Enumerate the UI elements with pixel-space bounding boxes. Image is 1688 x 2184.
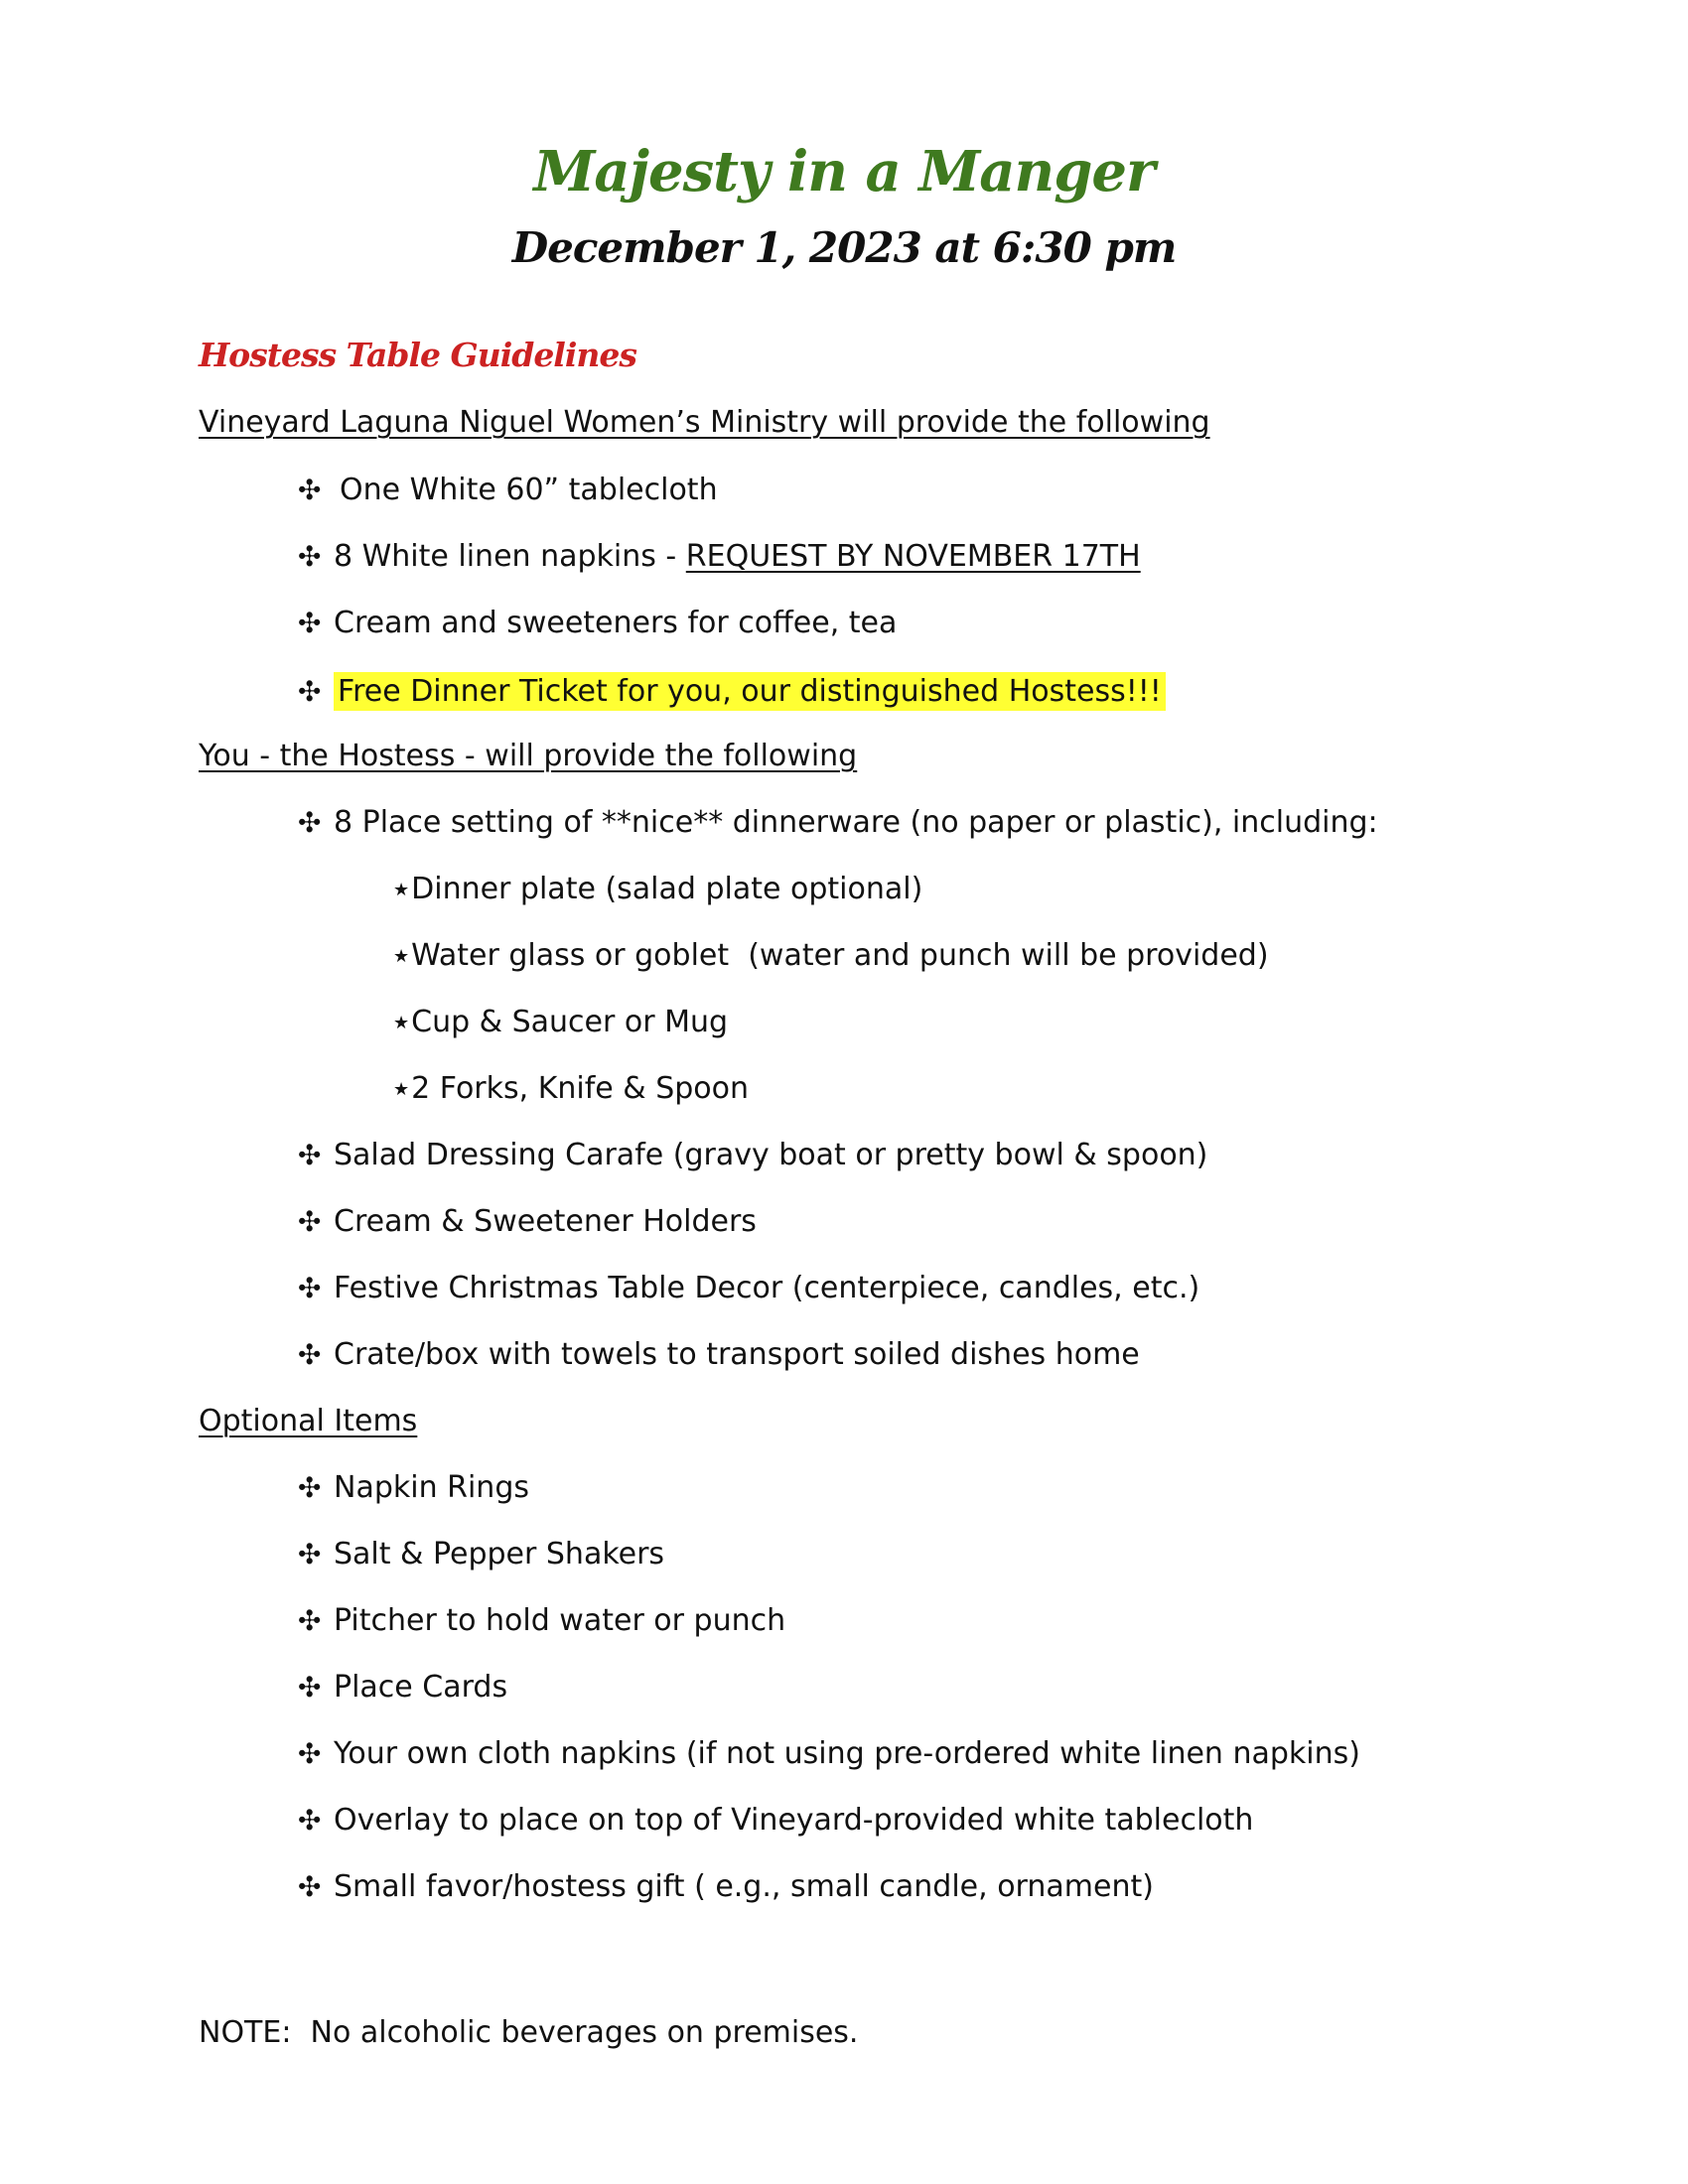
list-item <box>298 672 1166 711</box>
section-heading-ministry-provides: Vineyard Laguna Niguel Women’s Ministry will provide the following <box>199 405 1210 440</box>
four-pointed-cross-icon: ✣ <box>298 540 322 573</box>
highlighted-free-ticket: Free Dinner Ticket for you, our distinguished Hostess!!! <box>334 672 1166 711</box>
four-pointed-cross-icon: ✣ <box>298 1671 322 1704</box>
event-date: December 1, 2023 at 6:30 pm <box>511 223 1177 272</box>
four-pointed-cross-icon: ✣ <box>298 1538 322 1570</box>
list-item: ✣ Salad Dressing Carafe (gravy boat or pretty bowl & spoon) <box>298 1138 1208 1172</box>
four-pointed-cross-icon: ✣ <box>298 1205 322 1238</box>
sub-list-item: ★2 Forks, Knife & Spoon <box>393 1071 750 1106</box>
four-pointed-cross-icon: ✣ <box>298 1737 322 1770</box>
list-item: ✣ Salt & Pepper Shakers <box>298 1537 665 1571</box>
list-item: ✣ Crate/box with towels to transport soiled dishes home <box>298 1337 1140 1372</box>
list-item: ✣ Cream & Sweetener Holders <box>298 1204 757 1239</box>
list-item: ✣ Your own cloth napkins (if not using pre-ordered white linen napkins) <box>298 1736 1360 1771</box>
four-pointed-cross-icon: ✣ <box>298 806 322 839</box>
list-item: ✣ Pitcher to hold water or punch <box>298 1603 786 1638</box>
sub-list-item: ★Dinner plate (salad plate optional) <box>393 872 923 906</box>
four-pointed-cross-icon: ✣ <box>298 675 322 708</box>
star-icon: ★ <box>393 880 410 900</box>
four-pointed-cross-icon: ✣ <box>298 1804 322 1837</box>
page-title: Majesty in a Manger <box>533 139 1155 205</box>
list-item: ✣ Cream and sweeteners for coffee, tea <box>298 606 898 640</box>
list-item: ✣ 8 Place setting of **nice** dinnerware (no paper or plastic), including: <box>298 805 1378 840</box>
request-deadline: REQUEST BY NOVEMBER 17TH <box>685 539 1141 574</box>
list-item: ✣ Small favor/hostess gift ( e.g., small candle, ornament) <box>298 1869 1154 1904</box>
list-item: ✣ One White 60” tablecloth <box>298 473 718 507</box>
list-item: ✣ 8 White linen napkins - REQUEST BY NOVEMBER 17TH <box>298 539 1141 574</box>
section-heading-hostess-provides: You - the Hostess - will provide the following <box>199 739 858 773</box>
sub-list-item: ★Water glass or goblet (water and punch will be provided) <box>393 938 1269 973</box>
four-pointed-cross-icon: ✣ <box>298 1338 322 1371</box>
guidelines-heading: Hostess Table Guidelines <box>199 336 636 374</box>
four-pointed-cross-icon: ✣ <box>298 607 322 639</box>
star-icon: ★ <box>393 1079 410 1100</box>
four-pointed-cross-icon: ✣ <box>298 1272 322 1304</box>
section-heading-optional-items: Optional Items <box>199 1404 418 1438</box>
list-item: ✣ Overlay to place on top of Vineyard-provided white tablecloth <box>298 1803 1254 1838</box>
star-icon: ★ <box>393 946 410 967</box>
alcohol-note: NOTE: No alcoholic beverages on premises. <box>199 2015 859 2050</box>
four-pointed-cross-icon: ✣ <box>298 1604 322 1637</box>
list-item: ✣ Napkin Rings <box>298 1470 529 1505</box>
sub-list-item: ★Cup & Saucer or Mug <box>393 1005 729 1039</box>
four-pointed-cross-icon: ✣ <box>298 474 322 506</box>
list-item: ✣ Festive Christmas Table Decor (centerpiece, candles, etc.) <box>298 1271 1200 1305</box>
four-pointed-cross-icon: ✣ <box>298 1870 322 1903</box>
list-item: ✣ Place Cards <box>298 1670 508 1705</box>
star-icon: ★ <box>393 1013 410 1033</box>
four-pointed-cross-icon: ✣ <box>298 1471 322 1504</box>
four-pointed-cross-icon: ✣ <box>298 1139 322 1171</box>
